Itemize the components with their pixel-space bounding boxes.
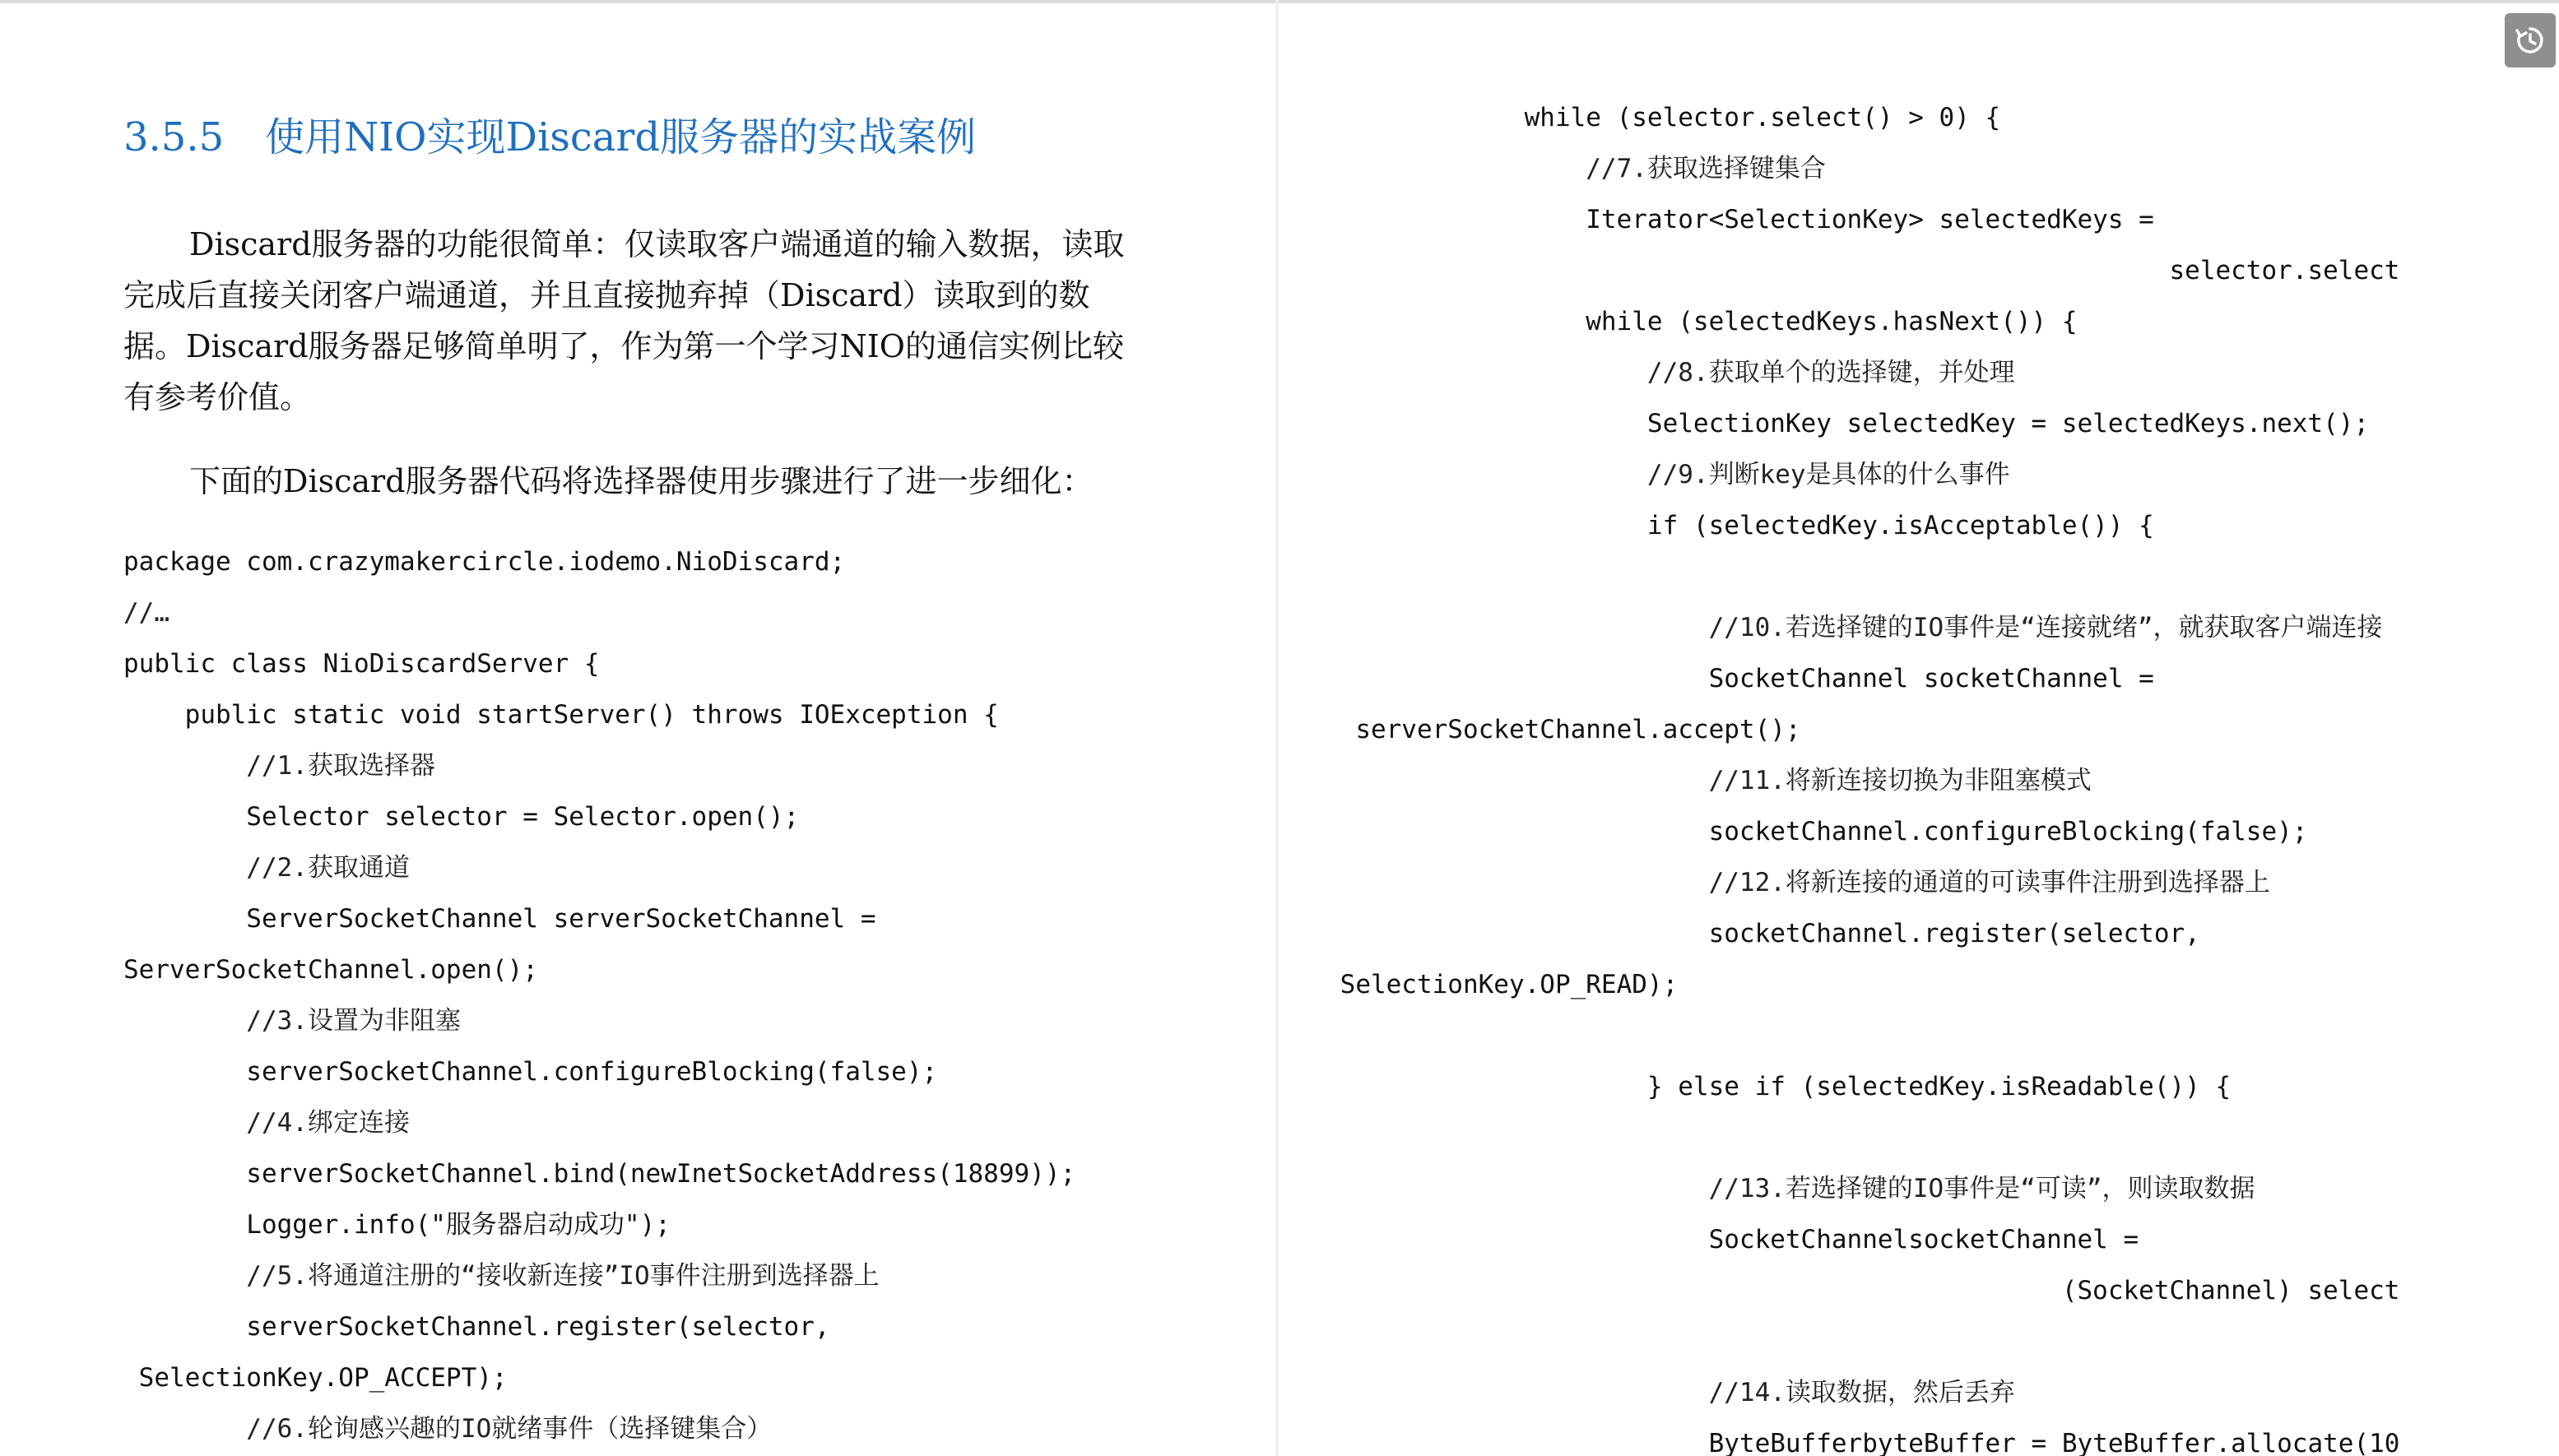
code-comment: //… [123, 598, 170, 628]
code-comment: //6.轮询感兴趣的IO就绪事件（选择键集合） [123, 1414, 773, 1444]
section-heading [123, 105, 976, 162]
code-line: Logger.info("服务器启动成功"); [123, 1210, 671, 1240]
paragraph-line: 下面的Discard服务器代码将选择器使用步骤进行了进一步细化： [189, 463, 1094, 499]
paragraph-line: 完成后直接关闭客户端通道，并且直接抛弃掉（Discard）读取到的数 [123, 277, 1090, 313]
code-line: Iterator<SelectionKey> selectedKeys = [1279, 205, 2154, 234]
code-line: SelectionKey.OP_READ); [1279, 970, 1679, 999]
code-comment: //8.获取单个的选择键，并处理 [1279, 358, 2015, 387]
code-line: SocketChannelsocketChannel = [1279, 1225, 2139, 1254]
code-line: public static void startServer() throws IOException { [123, 700, 999, 730]
code-comment: //13.若选择键的IO事件是“可读”，则读取数据 [1279, 1174, 2255, 1203]
code-line: selector.select [1279, 256, 2400, 285]
code-block-left [123, 536, 1259, 1454]
code-line: while (selectedKeys.hasNext()) { [1279, 307, 2078, 336]
paragraph-line: 据。Discard服务器足够简单明了，作为第一个学习NIO的通信实例比较 [123, 328, 1124, 364]
code-line: SelectionKey selectedKey = selectedKeys.next(); [1279, 409, 2370, 438]
code-comment: //5.将通道注册的“接收新连接”IO事件注册到选择器上 [123, 1261, 880, 1291]
section-number: 3.5.5 [123, 114, 225, 160]
code-line: serverSocketChannel.bind(newInetSocketAddress(18899)); [123, 1159, 1076, 1189]
code-comment: //11.将新连接切换为非阻塞模式 [1279, 766, 2092, 795]
code-line-blank [1279, 551, 2431, 602]
code-line: SocketChannel socketChannel = [1279, 664, 2154, 693]
code-line: Selector selector = Selector.open(); [123, 802, 800, 832]
code-line-blank [1279, 1316, 2431, 1367]
code-intro-paragraph [123, 456, 1144, 507]
code-line: public class NioDiscardServer { [123, 649, 600, 679]
section-title: 使用NIO实现Discard服务器的实战案例 [265, 114, 977, 160]
code-comment: //2.获取通道 [123, 853, 410, 883]
right-page [1279, 0, 2559, 1456]
code-line: package com.crazymakercircle.iodemo.NioDiscard; [123, 547, 846, 577]
code-comment: //7.获取选择键集合 [1279, 154, 1826, 183]
paragraph-line: Discard服务器的功能很简单：仅读取客户端通道的输入数据，读取 [189, 226, 1125, 262]
paragraph-line: 有参考价值。 [123, 379, 312, 415]
refresh-button[interactable] [2505, 13, 2556, 67]
intro-paragraph [123, 219, 1144, 423]
refresh-history-icon [2514, 24, 2547, 57]
code-comment: //10.若选择键的IO事件是“连接就绪”，就获取客户端连接 [1279, 613, 2383, 642]
code-comment: //1.获取选择器 [123, 751, 435, 781]
code-line: serverSocketChannel.accept(); [1279, 715, 1801, 744]
code-line: socketChannel.register(selector, [1279, 919, 2200, 948]
left-page [0, 0, 1275, 1456]
code-line: while (selector.select() > 0) { [1279, 103, 2001, 132]
code-comment: //9.判断key是具体的什么事件 [1279, 460, 2010, 489]
code-comment: //4.绑定连接 [123, 1108, 410, 1138]
code-line: SelectionKey.OP_ACCEPT); [123, 1363, 508, 1393]
code-comment: //3.设置为非阻塞 [123, 1006, 461, 1036]
code-line: ByteBufferbyteBuffer = ByteBuffer.allocate(10 [1279, 1429, 2400, 1456]
code-line: (SocketChannel) select [1279, 1276, 2400, 1305]
code-line: serverSocketChannel.configureBlocking(false); [123, 1057, 938, 1087]
code-line: if (selectedKey.isAcceptable()) { [1279, 511, 2154, 540]
code-block-right [1279, 92, 2431, 1456]
code-line-blank [1279, 1010, 2431, 1061]
code-comment: //14.读取数据，然后丢弃 [1279, 1378, 2015, 1407]
code-line: socketChannel.configureBlocking(false); [1279, 817, 2308, 846]
code-line: ServerSocketChannel.open(); [123, 955, 538, 985]
code-line-blank [1279, 1112, 2431, 1163]
code-line: } else if (selectedKey.isReadable()) { [1279, 1072, 2232, 1101]
code-comment: //12.将新连接的通道的可读事件注册到选择器上 [1279, 868, 2270, 897]
code-line: serverSocketChannel.register(selector, [123, 1312, 830, 1342]
code-line: ServerSocketChannel serverSocketChannel = [123, 904, 876, 934]
